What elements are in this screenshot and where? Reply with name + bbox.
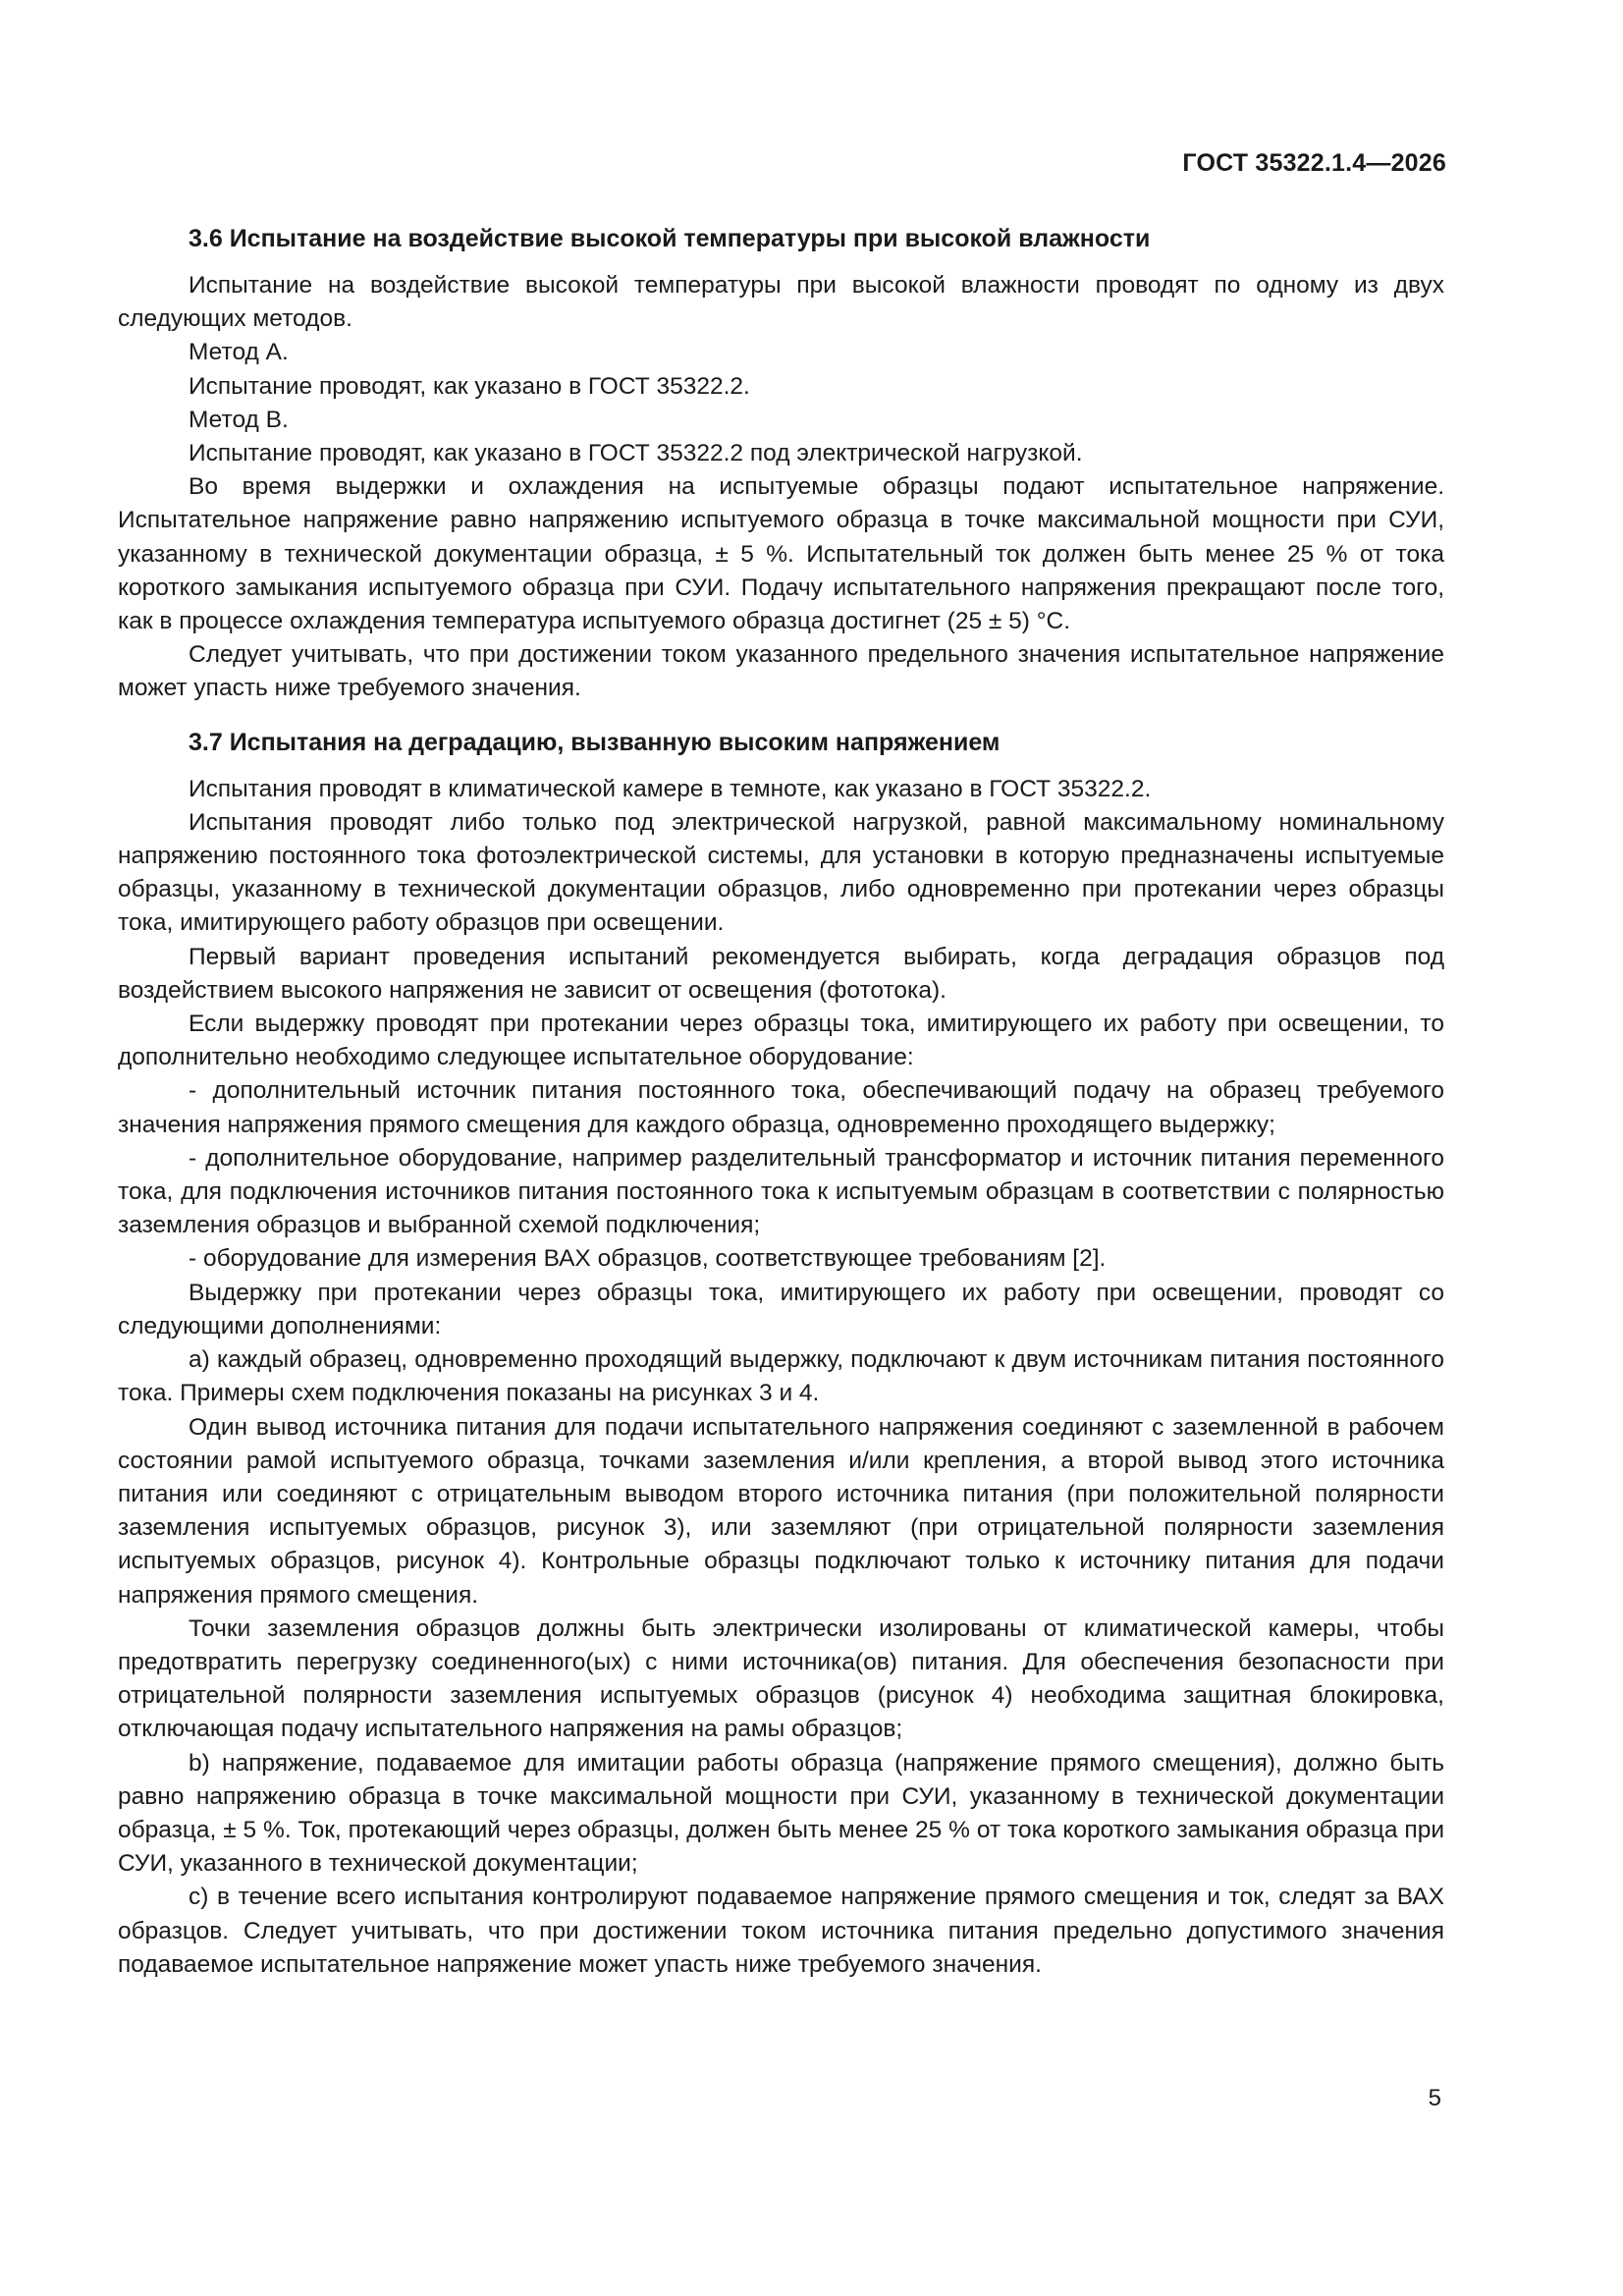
paragraph: Один вывод источника питания для подачи испытательного напряжения соединяют с заземленной в рабочем состоянии рамой испытуемого образца, точками заземления и/или крепления, а второй вывод этого источника питания или соединяют с отрицательным выводом второго источника питания (при положительной полярности заземления испытуемых образцов, рисунок 3), или заземляют (при отрицательной полярности заземления испытуемых образцов, рисунок 4). Контрольные образцы подключают только к источнику питания для подачи напряжения прямого смещения. — [118, 1413, 1444, 1609]
paragraph: Следует учитывать, что при достижении током указанного предельного значения испытательное напряжение может упасть ниже требуемого значения. — [118, 641, 1444, 702]
section-3-7 — [118, 726, 1444, 1982]
paragraph: Метод В. — [189, 406, 289, 433]
list-item: b) напряжение, подаваемое для имитации работы образца (напряжение прямого смещения), должно быть равно напряжению образца в точке максимальной мощности при СУИ, указанному в технической документации образца, ± 5 %. Ток, протекающий через образцы, должен быть менее 25 % от тока короткого замыкания образца при СУИ, указанного в технической документации; — [118, 1749, 1444, 1878]
list-item: - дополнительный источник питания постоянного тока, обеспечивающий подачу на образец требуемого значения напряжения прямого смещения для каждого образца, одновременно проходящего выдержку; — [118, 1077, 1444, 1138]
section-heading: 3.6 Испытание на воздействие высокой температуры при высокой влажности — [189, 225, 1151, 252]
paragraph: Метод А. — [189, 339, 289, 366]
paragraph: Первый вариант проведения испытаний рекомендуется выбирать, когда деградация образцов под воздействием высокого напряжения не зависит от освещения (фототока). — [118, 943, 1444, 1004]
paragraph: Испытание проводят, как указано в ГОСТ 35322.2. — [189, 372, 750, 400]
paragraph: Испытания проводят либо только под электрической нагрузкой, равной максимальному номинальному напряжению постоянного тока фотоэлектрической системы, для установки в которую предназначены испытуемые образцы, указанному в технической документации образцов, либо одновременно при протекании через образцы тока, имитирующего работу образцов при освещении. — [118, 808, 1444, 937]
document-identifier: ГОСТ 35322.1.4—2026 — [1182, 149, 1446, 177]
section-heading: 3.7 Испытания на деградацию, вызванную высоким напряжением — [189, 728, 1001, 756]
section-3-6 — [118, 222, 1444, 706]
paragraph: Точки заземления образцов должны быть электрически изолированы от климатической камеры, чтобы предотвратить перегрузку соединенного(ых) с ними источника(ов) питания. Для обеспечения безопасности при отрицательной полярности заземления испытуемых образцов (рисунок 4) необходима защитная блокировка, отключающая подачу испытательного напряжения на рамы образцов; — [118, 1614, 1444, 1743]
paragraph: Во время выдержки и охлаждения на испытуемые образцы подают испытательное напряжение. Испытательное напряжение равно напряжению испытуемого образца в точке максимальной мощности при СУИ, указанному в технической документации образца, ± 5 %. Испытательный ток должен быть менее 25 % от тока короткого замыкания испытуемого образца при СУИ. Подачу испытательного напряжения прекращают после того, как в процессе охлаждения температура испытуемого образца достигнет (25 ± 5) °С. — [118, 473, 1444, 635]
list-item: а) каждый образец, одновременно проходящий выдержку, подключают к двум источникам питания постоянного тока. Примеры схем подключения показаны на рисунках 3 и 4. — [118, 1346, 1444, 1407]
paragraph: Выдержку при протекании через образцы тока, имитирующего их работу при освещении, проводят со следующими дополнениями: — [118, 1279, 1444, 1339]
list-item: - дополнительное оборудование, например разделительный трансформатор и источник питания переменного тока, для подключения источников питания постоянного тока к испытуемым образцам в соответствии с полярностью заземления образцов и выбранной схемой подключения; — [118, 1144, 1444, 1239]
list-item: - оборудование для измерения ВАХ образцов, соответствующее требованиям [2]. — [189, 1245, 1107, 1273]
paragraph: Испытания проводят в климатической камере в темноте, как указано в ГОСТ 35322.2. — [189, 775, 1152, 802]
page-number: 5 — [1428, 2085, 1441, 2111]
paragraph: Испытание проводят, как указано в ГОСТ 35322.2 под электрической нагрузкой. — [189, 440, 1083, 467]
paragraph: Если выдержку проводят при протекании через образцы тока, имитирующего их работу при освещении, то дополнительно необходимо следующее испытательное оборудование: — [118, 1011, 1444, 1071]
paragraph: Испытание на воздействие высокой температуры при высокой влажности проводят по одному из двух следующих методов. — [118, 272, 1444, 333]
page-content — [118, 222, 1444, 1982]
list-item: c) в течение всего испытания контролируют подаваемое напряжение прямого смещения и ток, следят за ВАХ образцов. Следует учитывать, что при достижении током источника питания предельно допустимого значения подаваемое испытательное напряжение может упасть ниже требуемого значения. — [118, 1884, 1444, 1978]
